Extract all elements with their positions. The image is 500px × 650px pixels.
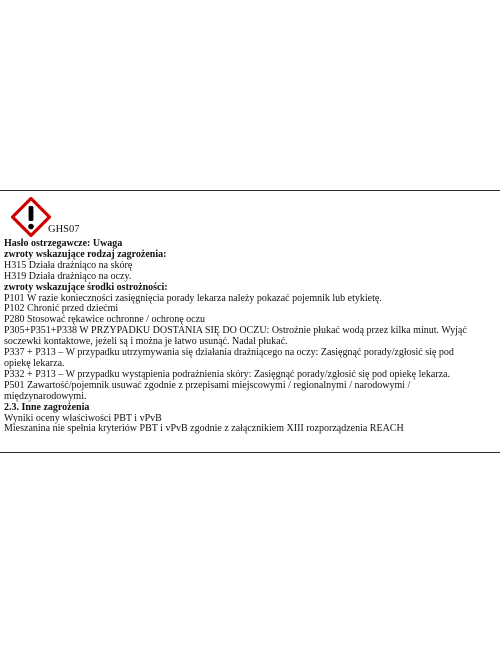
sds-section (0, 190, 500, 453)
section-heading: 2.3. Inne zagrożenia (4, 401, 90, 413)
section-heading: zwroty wskazujące środki ostrożności: (4, 281, 168, 293)
text-line: P337 + P313 – W przypadku utrzymywania się działania drażniącego na oczy: Zasięgnąć porady/zgłosić się pod (4, 347, 454, 359)
text-line: soczewki kontaktowe, jeżeli są i można je łatwo usunąć. Nadal płukać. (4, 336, 288, 348)
text-line: P332 + P313 – W przypadku wystąpienia podrażnienia skóry: Zasięgnąć porady/zgłosić się pod opiekę lekarza. (4, 368, 450, 380)
text-line: międzynarodowymi. (4, 390, 87, 402)
text-line: P102 Chronić przed dziećmi (4, 303, 119, 315)
text-line: H315 Działa drażniąco na skórę (4, 259, 133, 271)
text-line: P501 Zawartość/pojemnik usuwać zgodnie z przepisami miejscowymi / regionalnymi / narodowymi / (4, 379, 411, 391)
text-line: H319 Działa drażniąco na oczy. (4, 270, 132, 282)
ghs-code: GHS07 (48, 224, 80, 235)
text-line: opiekę lekarza. (4, 357, 65, 369)
text-line: P101 W razie konieczności zasięgnięcia porady lekarza należy pokazać pojemnik lub etykietę. (4, 292, 382, 304)
document-body (4, 239, 496, 435)
text-line: Mieszanina nie spełnia kryteriów PBT i vPvB zgodnie z załącznikiem XIII rozporządzenia REACH (4, 423, 404, 435)
exclamation-mark-icon (11, 197, 51, 237)
section-heading: Hasło ostrzegawcze: Uwaga (4, 238, 123, 249)
text-line: Wyniki oceny właściwości PBT i vPvB (4, 412, 162, 424)
section-heading: zwroty wskazujące rodzaj zagrożenia: (4, 248, 167, 260)
text-line: P280 Stosować rękawice ochronne / ochronę oczu (4, 314, 206, 326)
text-line: P305+P351+P338 W PRZYPADKU DOSTANIA SIĘ DO OCZU: Ostrożnie płukać wodą przez kilka minut. Wyjąć (4, 325, 467, 337)
